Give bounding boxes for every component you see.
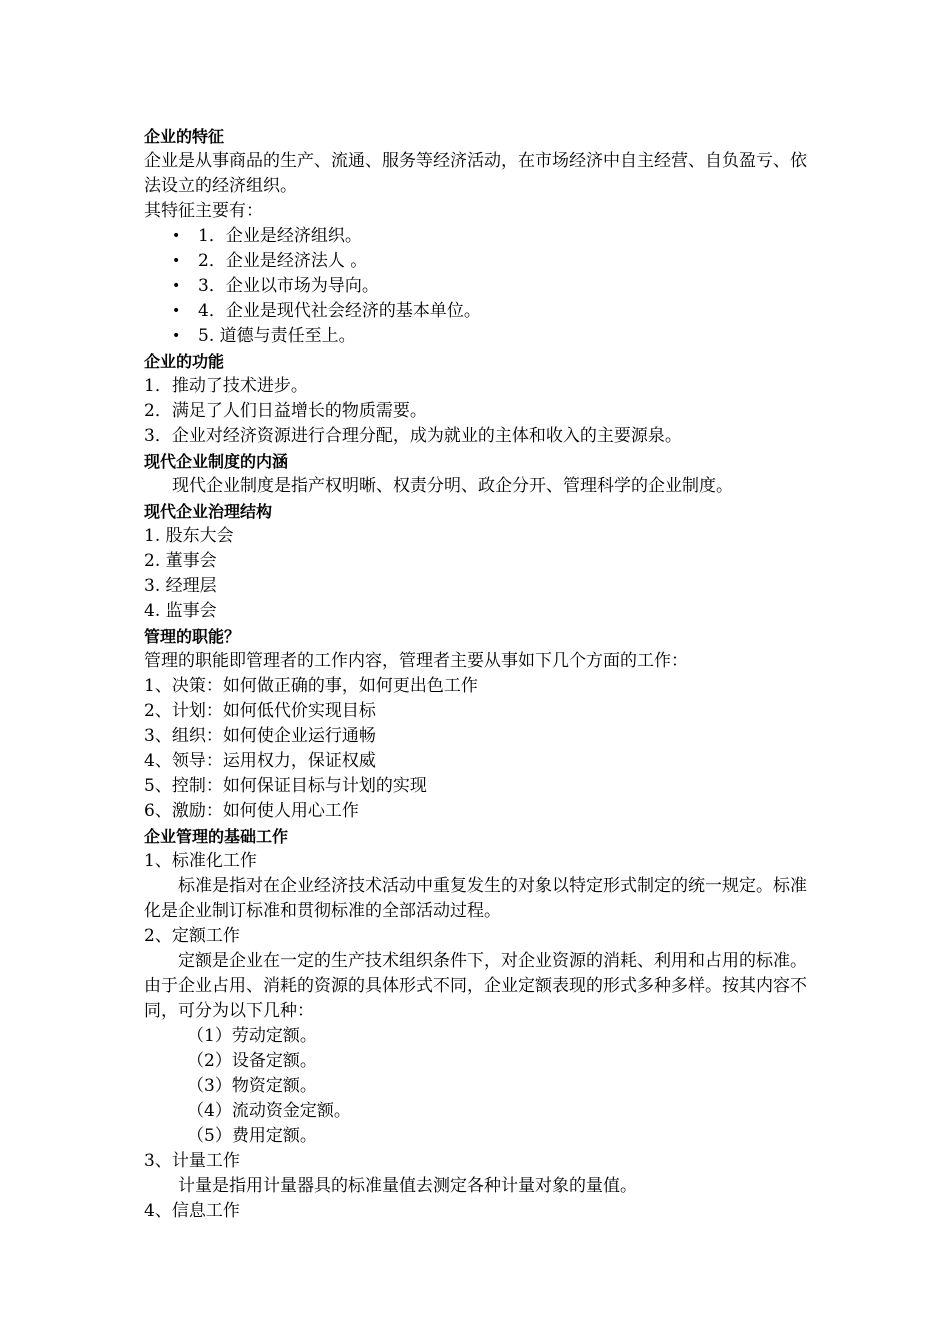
list-item: （1）劳动定额。 — [187, 1026, 317, 1046]
subsection-label-information: 4、信息工作 — [144, 1201, 240, 1221]
measurement-paragraph: 计量是指用计量器具的标准量值去测定各种计量对象的量值。 — [178, 1176, 637, 1196]
management-lead: 管理的职能即管理者的工作内容，管理者主要从事如下几个方面的工作： — [144, 651, 688, 671]
list-item: 2、计划：如何低代价实现目标 — [144, 701, 376, 721]
section-heading-features: 企业的特征 — [144, 127, 225, 146]
list-item: 3、组织：如何使企业运行通畅 — [144, 726, 376, 746]
subsection-label-standardization: 1、标准化工作 — [144, 851, 257, 871]
bullet-icon: • — [172, 303, 181, 319]
list-item: • 2．企业是经济法人 。 — [144, 249, 814, 274]
list-item: • 5. 道德与责任至上。 — [144, 324, 814, 349]
features-list — [144, 224, 814, 349]
section-heading-modern-system: 现代企业制度的内涵 — [144, 452, 289, 471]
list-item: • 4．企业是现代社会经济的基本单位。 — [144, 299, 814, 324]
list-item: 4、领导：运用权力，保证权威 — [144, 751, 376, 771]
subsection-label-quota: 2、定额工作 — [144, 926, 240, 946]
features-paragraph: 企业是从事商品的生产、流通、服务等经济活动，在市场经济中自主经营、自负盈亏、依法设立的经济组织。 — [144, 151, 807, 196]
section-heading-management: 管理的职能？ — [144, 627, 241, 646]
section-heading-functions: 企业的功能 — [144, 352, 225, 371]
subsection-label-measurement: 3、计量工作 — [144, 1151, 240, 1171]
list-item: （5）费用定额。 — [187, 1126, 317, 1146]
list-item: 2. 董事会 — [144, 551, 217, 571]
list-item: 6、激励：如何使人用心工作 — [144, 801, 359, 821]
list-item: （3）物资定额。 — [187, 1076, 317, 1096]
list-item: 1、决策：如何做正确的事，如何更出色工作 — [144, 676, 478, 696]
section-heading-governance: 现代企业治理结构 — [144, 502, 273, 521]
list-item: 2．满足了人们日益增长的物质需要。 — [144, 401, 427, 421]
bullet-icon: • — [172, 253, 181, 269]
list-item: 1．推动了技术进步。 — [144, 376, 308, 396]
list-item: 3. 经理层 — [144, 576, 217, 596]
list-item: （2）设备定额。 — [187, 1051, 317, 1071]
list-item: 3．企业对经济资源进行合理分配，成为就业的主体和收入的主要源泉。 — [144, 426, 682, 446]
list-item: 4. 监事会 — [144, 601, 217, 621]
list-item: （4）流动资金定额。 — [187, 1101, 351, 1121]
quota-paragraph: 定额是企业在一定的生产技术组织条件下，对企业资源的消耗、利用和占用的标准。由于企业占用、消耗的资源的具体形式不同，企业定额表现的形式多种多样。按其内容不同，可分为以下几种： — [144, 951, 807, 1021]
modern-system-paragraph: 现代企业制度是指产权明晰、权责分明、政企分开、管理科学的企业制度。 — [172, 476, 733, 496]
list-item: 5、控制：如何保证目标与计划的实现 — [144, 776, 427, 796]
list-item: • 3．企业以市场为导向。 — [144, 274, 814, 299]
bullet-icon: • — [172, 328, 181, 344]
bullet-icon: • — [172, 278, 181, 294]
standardization-paragraph: 标准是指对在企业经济技术活动中重复发生的对象以特定形式制定的统一规定。标准化是企业制订标准和贯彻标准的全部活动过程。 — [144, 876, 807, 921]
bullet-icon: • — [172, 228, 181, 244]
section-heading-basics: 企业管理的基础工作 — [144, 827, 289, 846]
list-item: • 1．企业是经济组织。 — [144, 224, 814, 249]
features-lead: 其特征主要有： — [144, 201, 263, 221]
document-body — [144, 124, 814, 1224]
list-item: 1. 股东大会 — [144, 526, 234, 546]
